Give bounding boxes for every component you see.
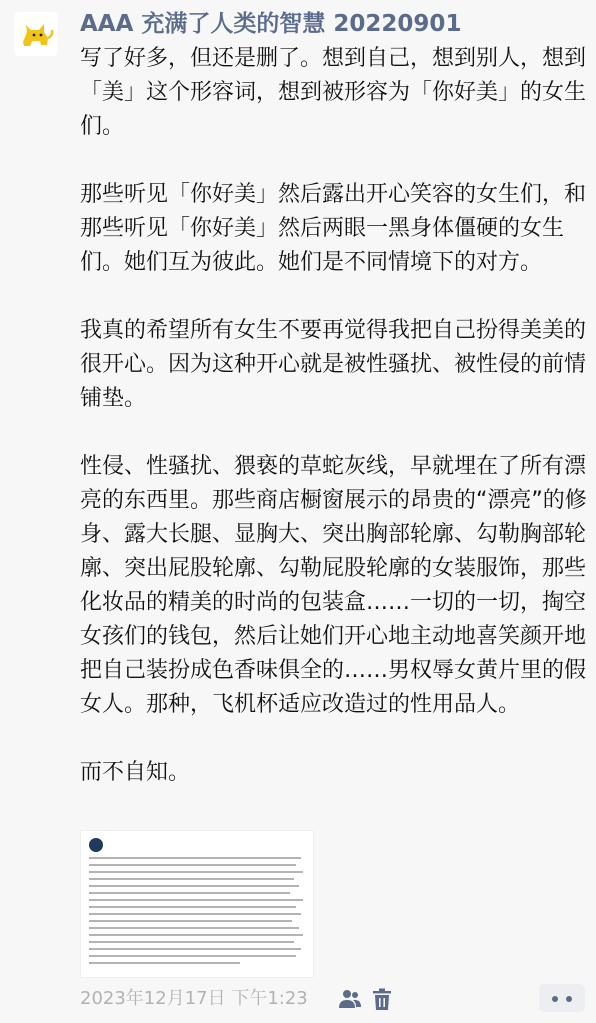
post-timestamp: 2023年12月17日 下午1:23 xyxy=(80,988,308,1009)
thumbnail-text-lines xyxy=(89,857,305,969)
post-footer xyxy=(80,984,590,1014)
paragraph: 写了好多，但还是删了。想到自己，想到别人，想到「美」这个形容词，想到被形容为「你好美」的女生们。 xyxy=(80,46,587,139)
paragraph: 我真的希望所有女生不要再觉得我把自己扮得美美的很开心。因为这种开心就是被性骚扰、被性侵的前情铺垫。 xyxy=(80,318,587,411)
thumbnail-avatar xyxy=(89,838,103,852)
visibility-icon[interactable] xyxy=(338,987,362,1011)
author-name[interactable]: AAA 充满了人类的智慧 20220901 xyxy=(80,11,462,37)
paragraph: 性侵、性骚扰、猥亵的草蛇灰线，早就埋在了所有漂亮的东西里。那些商店橱窗展示的昂贵的“漂亮”的修身、露大长腿、显胸大、突出胸部轮廓、勾勒胸部轮廓、突出屁股轮廓、勾勒屁股轮廓的女装服饰，那些化妆品的精美的时尚的包装盒……一切的一切，掏空女孩们的钱包，然后让她们开心地主动地喜笑颜开地把自己装扮成色香味俱全的……男权辱女黄片里的假女人。那种，飞机杯适应改造过的性用品人。 xyxy=(80,454,587,717)
more-button[interactable] xyxy=(539,984,585,1012)
paragraph: 那些听见「你好美」然后露出开心笑容的女生们，和那些听见「你好美」然后两眼一黑身体僵硬的女生们。她们互为彼此。她们是不同情境下的对方。 xyxy=(80,182,587,275)
avatar[interactable] xyxy=(14,12,58,56)
paragraph: 而不自知。 xyxy=(80,760,191,785)
cat-icon xyxy=(14,12,58,56)
post-content xyxy=(80,42,590,790)
attached-image-thumbnail[interactable] xyxy=(80,830,314,978)
trash-icon[interactable] xyxy=(370,987,394,1011)
